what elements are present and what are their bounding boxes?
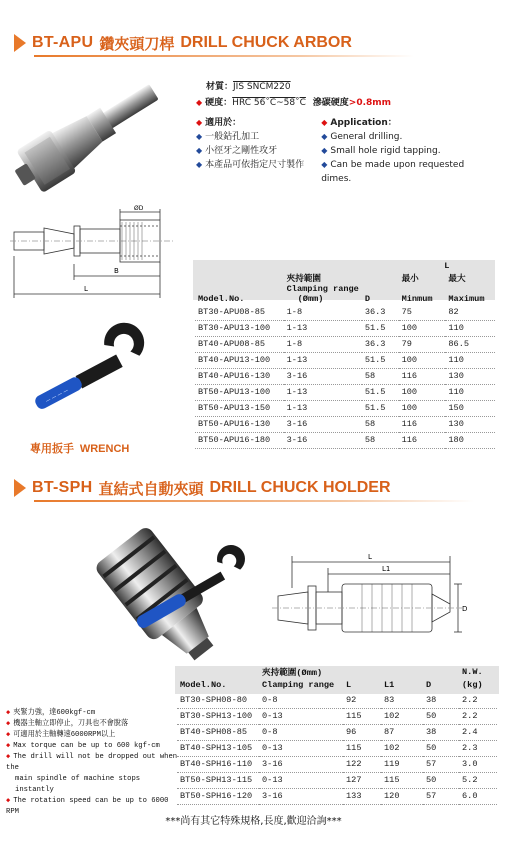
value-cell: 58	[362, 432, 399, 448]
col-header-range-en: Clamping range	[262, 680, 335, 690]
note-item: ◆ 夾緊力強，達600kgf-cm	[6, 709, 96, 717]
apu-table-body	[195, 304, 495, 448]
value-cell: 51.5	[362, 400, 399, 416]
table-row	[195, 368, 495, 384]
note-item: ◆ 機器主軸立即停止，刀具也不會脫落	[6, 720, 129, 728]
value-cell: 150	[445, 400, 495, 416]
sph-title-underline	[34, 500, 474, 502]
table-row	[177, 772, 497, 788]
col-header-min-en: Minmum	[401, 294, 433, 304]
application-en-col	[321, 116, 496, 186]
footer-note: ***尚有其它特殊規格,長度,歡迎洽詢***	[165, 816, 342, 827]
col-header-l: L	[346, 680, 352, 690]
apu-technical-drawing	[10, 206, 190, 306]
sph-table-body	[177, 692, 497, 804]
value-cell: 5.2	[459, 772, 497, 788]
dim-label-d: D	[462, 605, 468, 613]
value-cell: 1-8	[284, 304, 362, 320]
value-cell: 110	[445, 320, 495, 336]
apply-zh-item: 一般鉆孔加工	[205, 132, 260, 142]
value-cell: 50	[423, 740, 459, 756]
value-cell: 130	[445, 416, 495, 432]
model-cell: BT30-SPH08-80	[177, 692, 259, 708]
col-header-range-zh: 夾持範圍(Ømm)	[262, 668, 323, 678]
apu-zh-title: 鑽夾頭刀桿	[99, 34, 175, 53]
model-cell: BT40-APU13-100	[195, 352, 284, 368]
apply-en-label: Application：	[330, 118, 397, 128]
value-cell: 57	[423, 788, 459, 804]
sph-code: BT-SPH	[32, 479, 93, 496]
wrench-caption-zh: 專用扳手	[30, 442, 74, 455]
note-item: ◆ 可適用於主軸轉速6000RPM以上	[6, 731, 116, 739]
value-cell: 110	[445, 352, 495, 368]
col-header-model: Model.No.	[198, 294, 245, 304]
value-cell: 3.0	[459, 756, 497, 772]
value-cell: 100	[399, 400, 446, 416]
apply-zh-item: 本產品可依指定尺寸製作	[205, 160, 305, 170]
model-cell: BT40-SPH08-85	[177, 724, 259, 740]
model-cell: BT40-APU16-130	[195, 368, 284, 384]
value-cell: 115	[343, 708, 381, 724]
diamond-bullet-icon: ◆	[6, 797, 11, 805]
model-cell: BT50-APU13-150	[195, 400, 284, 416]
value-cell: 100	[399, 384, 446, 400]
note-item: main spindle of machine stops instantly	[15, 775, 141, 794]
hardness-value: HRC 56˚C~58˚C	[232, 98, 306, 108]
table-row	[195, 320, 495, 336]
value-cell: 75	[399, 304, 446, 320]
hardness-label: 硬度：	[205, 98, 233, 108]
value-cell: 2.2	[459, 708, 497, 724]
value-cell: 116	[399, 368, 446, 384]
model-cell: BT50-APU13-100	[195, 384, 284, 400]
value-cell: 2.4	[459, 724, 497, 740]
value-cell: 82	[445, 304, 495, 320]
value-cell: 115	[381, 772, 423, 788]
sph-spec-table	[177, 666, 497, 805]
value-cell: 3-16	[259, 788, 343, 804]
value-cell: 86.5	[445, 336, 495, 352]
wrench-caption-en: WRENCH	[79, 443, 130, 455]
value-cell: 51.5	[362, 384, 399, 400]
table-row	[177, 708, 497, 724]
value-cell: 1-8	[284, 336, 362, 352]
material-value: JIS SNCM220	[233, 82, 291, 92]
diamond-bullet-icon: ◆	[321, 160, 328, 169]
value-cell: 92	[343, 692, 381, 708]
value-cell: 1-13	[284, 320, 362, 336]
drill-chuck-holder-photo	[50, 512, 280, 662]
value-cell: 38	[423, 692, 459, 708]
col-header-nw: N.W.	[462, 667, 483, 677]
value-cell: 116	[399, 416, 446, 432]
diamond-bullet-icon: ◆	[321, 132, 328, 141]
value-cell: 0-13	[259, 772, 343, 788]
value-cell: 87	[381, 724, 423, 740]
hardness-line	[196, 96, 496, 110]
value-cell: 3-16	[284, 432, 362, 448]
col-header-l1: L1	[384, 680, 395, 690]
material-label: 材質：	[206, 82, 234, 92]
model-cell: BT30-APU08-85	[195, 304, 284, 320]
diamond-bullet-icon: ◆	[196, 160, 203, 169]
col-header-range-unit: (Ømm)	[297, 294, 324, 304]
diamond-bullet-icon: ◆	[6, 742, 11, 750]
diamond-bullet-icon: ◆	[196, 146, 203, 155]
diamond-bullet-icon: ◆	[6, 709, 11, 717]
model-cell: BT30-APU13-100	[195, 320, 284, 336]
dim-label-b: B	[114, 267, 119, 275]
col-header-max-en: Maximum	[448, 294, 485, 304]
svg-text:— — — —: — — — —	[44, 387, 70, 405]
value-cell: 130	[445, 368, 495, 384]
table-row	[177, 756, 497, 772]
apply-zh-item: 小徑牙之剛性攻牙	[205, 146, 278, 156]
value-cell: 3-16	[284, 368, 362, 384]
apu-en-title: DRILL CHUCK ARBOR	[180, 34, 352, 51]
value-cell: 3-16	[284, 416, 362, 432]
table-row	[195, 416, 495, 432]
arrow-icon	[14, 479, 26, 497]
apu-title-underline	[34, 55, 414, 57]
sph-notes	[6, 708, 181, 818]
value-cell: 1-13	[284, 352, 362, 368]
dim-label-l1: L1	[382, 565, 391, 573]
apply-en-item: Small hole rigid tapping.	[330, 146, 441, 156]
wrench-illustration	[26, 320, 176, 430]
value-cell: 3-16	[259, 756, 343, 772]
table-row	[177, 788, 497, 804]
value-cell: 79	[399, 336, 446, 352]
table-row	[195, 352, 495, 368]
note-item: ◆ The drill will not be dropped out when the	[6, 753, 178, 772]
model-cell: BT50-APU16-130	[195, 416, 284, 432]
col-header-range-zh: 夾持範圍	[286, 274, 322, 284]
application-zh-col	[196, 116, 321, 186]
dim-label-l: L	[368, 553, 372, 561]
value-cell: 2.2	[459, 692, 497, 708]
value-cell: 100	[399, 352, 446, 368]
model-cell: BT30-SPH13-100	[177, 708, 259, 724]
diamond-bullet-icon: ◆	[321, 146, 328, 155]
table-row	[195, 432, 495, 448]
value-cell: 50	[423, 772, 459, 788]
table-row	[195, 384, 495, 400]
model-cell: BT40-APU08-85	[195, 336, 284, 352]
model-cell: BT50-SPH16-120	[177, 788, 259, 804]
dim-label-l: L	[84, 285, 88, 293]
table-row	[177, 740, 497, 756]
value-cell: 116	[399, 432, 446, 448]
drill-chuck-arbor-photo	[18, 68, 188, 198]
value-cell: 38	[423, 724, 459, 740]
value-cell: 102	[381, 740, 423, 756]
sph-en-title: DRILL CHUCK HOLDER	[209, 479, 391, 496]
apu-code: BT-APU	[32, 34, 94, 51]
apu-spec-block	[196, 80, 496, 186]
model-cell: BT40-SPH13-105	[177, 740, 259, 756]
value-cell: 180	[445, 432, 495, 448]
table-row	[195, 304, 495, 320]
value-cell: 51.5	[362, 320, 399, 336]
value-cell: 83	[381, 692, 423, 708]
value-cell: 0-8	[259, 692, 343, 708]
apu-spec-table	[195, 260, 495, 449]
value-cell: 58	[362, 416, 399, 432]
value-cell: 96	[343, 724, 381, 740]
value-cell: 133	[343, 788, 381, 804]
sph-section-title	[14, 475, 391, 501]
apply-zh-label: 適用於：	[205, 118, 242, 128]
value-cell: 6.0	[459, 788, 497, 804]
diamond-bullet-icon: ◆	[196, 132, 203, 141]
sph-zh-title: 直結式自動夾頭	[98, 479, 204, 498]
note-item: ◆ The rotation speed can be up to 6000 RPM	[6, 797, 169, 816]
table-row	[177, 724, 497, 740]
model-cell: BT50-SPH13-115	[177, 772, 259, 788]
diamond-bullet-icon: ◆	[321, 118, 328, 127]
wrench-caption	[30, 440, 129, 456]
apu-section-title	[14, 30, 352, 56]
col-header-range-en: Clamping range	[286, 284, 359, 294]
value-cell: 110	[445, 384, 495, 400]
value-cell: 102	[381, 708, 423, 724]
note-item: ◆ Max torque can be up to 600 kgf-cm	[6, 742, 160, 750]
col-header-d: D	[364, 294, 370, 304]
table-row	[177, 692, 497, 708]
value-cell: 50	[423, 708, 459, 724]
diamond-bullet-icon: ◆	[6, 720, 11, 728]
diamond-bullet-icon: ◆	[196, 98, 203, 107]
model-cell: BT50-APU16-180	[195, 432, 284, 448]
value-cell: 57	[423, 756, 459, 772]
col-header-nw-unit: (kg)	[462, 680, 483, 690]
value-cell: 0-8	[259, 724, 343, 740]
value-cell: 127	[343, 772, 381, 788]
sph-technical-drawing	[272, 548, 472, 648]
col-header-l: L	[444, 261, 450, 271]
apply-en-item: General drilling.	[330, 132, 403, 142]
material-line	[206, 80, 496, 94]
value-cell: 100	[399, 320, 446, 336]
carburize-label: 滲碳硬度	[312, 98, 349, 108]
arrow-icon	[14, 34, 26, 52]
diamond-bullet-icon: ◆	[6, 731, 11, 739]
table-row	[195, 400, 495, 416]
value-cell: 0-13	[259, 740, 343, 756]
value-cell: 120	[381, 788, 423, 804]
value-cell: 1-13	[284, 384, 362, 400]
carburize-value: >0.8mm	[348, 98, 392, 108]
value-cell: 0-13	[259, 708, 343, 724]
value-cell: 36.3	[362, 336, 399, 352]
table-row	[195, 336, 495, 352]
value-cell: 1-13	[284, 400, 362, 416]
value-cell: 58	[362, 368, 399, 384]
value-cell: 51.5	[362, 352, 399, 368]
value-cell: 119	[381, 756, 423, 772]
col-header-max-zh: 最大	[448, 274, 466, 284]
col-header-model: Model.No.	[180, 680, 227, 690]
col-header-min-zh: 最小	[401, 274, 419, 284]
value-cell: 115	[343, 740, 381, 756]
dim-label-d: ØD	[134, 205, 144, 212]
col-header-d: D	[426, 680, 432, 690]
diamond-bullet-icon: ◆	[6, 753, 11, 761]
model-cell: BT40-SPH16-110	[177, 756, 259, 772]
application-columns	[196, 116, 496, 186]
diamond-bullet-icon: ◆	[196, 118, 203, 127]
value-cell: 2.3	[459, 740, 497, 756]
apply-en-item: Can be made upon requested dimes.	[321, 160, 465, 184]
value-cell: 36.3	[362, 304, 399, 320]
value-cell: 122	[343, 756, 381, 772]
